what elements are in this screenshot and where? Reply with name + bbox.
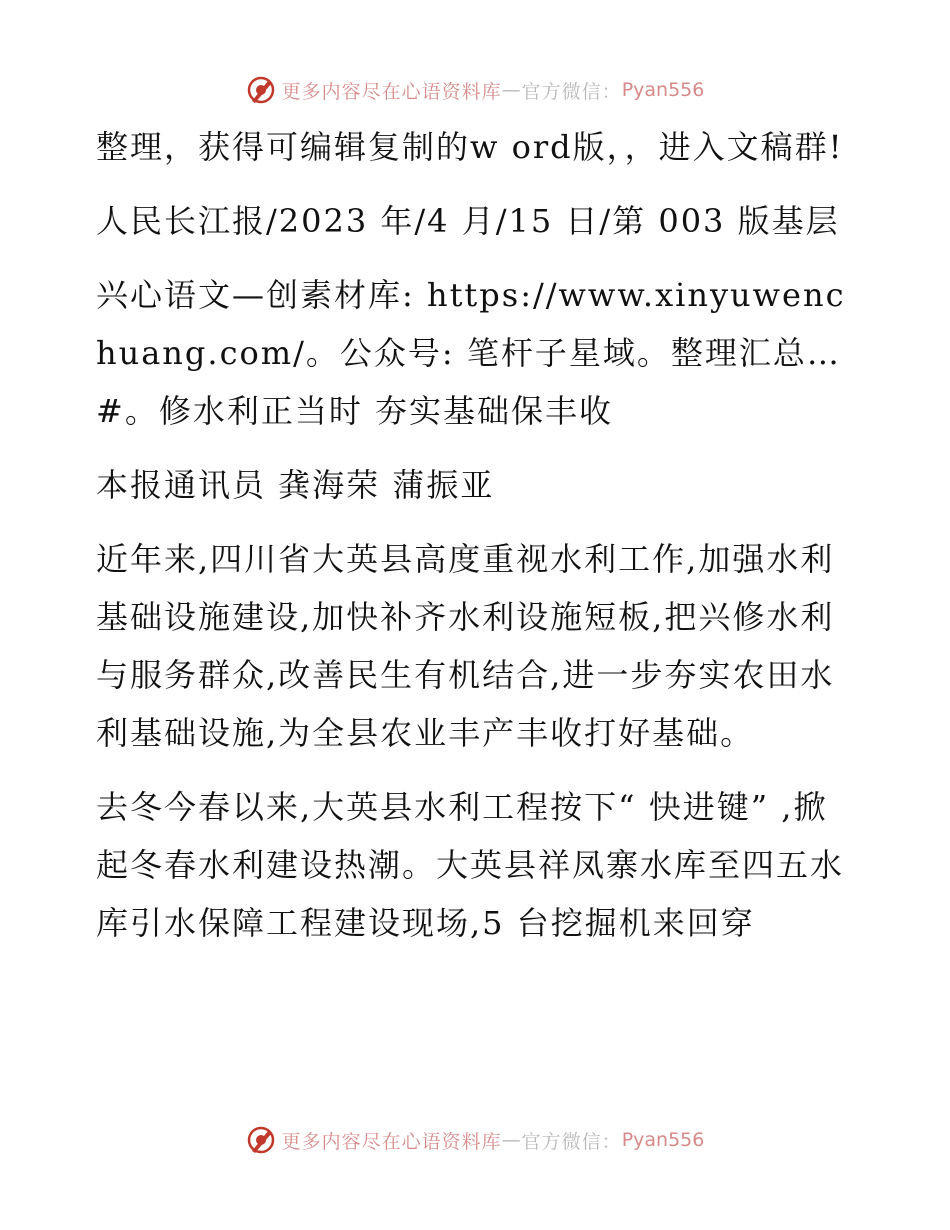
quill-logo-icon bbox=[246, 75, 276, 105]
watermark-text: 更多内容尽在心语资料库 bbox=[281, 1130, 502, 1153]
watermark-wechat-label: 官方微信： bbox=[521, 80, 622, 103]
header-watermark bbox=[0, 70, 950, 110]
paragraph-body-1: 近年来,四川省大英县高度重视水利工作,加强水利基础设施建设,加快补齐水利设施短板,把兴修水利与服务群众,改善民生有机结合,进一步夯实农田水利基础设施,为全县农业丰产丰收打好基础。 bbox=[96, 540, 835, 752]
watermark-wechat-id: Pyan556 bbox=[621, 79, 705, 101]
quill-logo-icon bbox=[246, 1125, 276, 1155]
watermark-dash: — bbox=[501, 1129, 522, 1151]
watermark-wechat-id: Pyan556 bbox=[621, 1129, 705, 1151]
document-body bbox=[96, 118, 856, 968]
footer-watermark bbox=[0, 1120, 950, 1160]
paragraph-body-2: 去冬今春以来,大英县水利工程按下“ 快进键” ,掀起冬春水利建设热潮。大英县祥凤寨水库至四五水库引水保障工程建设现场,5 台挖掘机来回穿 bbox=[96, 788, 845, 942]
paragraph-intro: 整理，获得可编辑复制的w ord版，，进入文稿群! bbox=[96, 128, 844, 166]
paragraph-source: 人民长江报/2023 年/4 月/15 日/第 003 版基层 bbox=[96, 202, 840, 240]
paragraph-byline: 本报通讯员 龚海荣 蒲振亚 bbox=[96, 466, 495, 504]
paragraph-headline: 兴心语文—创素材库: https://www.xinyuwenchuang.com/。公众号: 笔杆子星域。整理汇总…#。修水利正当时 夯实基础保丰收 bbox=[96, 276, 846, 430]
watermark-dash: — bbox=[501, 79, 522, 101]
watermark-wechat-label: 官方微信： bbox=[521, 1130, 622, 1153]
watermark-text: 更多内容尽在心语资料库 bbox=[281, 80, 502, 103]
